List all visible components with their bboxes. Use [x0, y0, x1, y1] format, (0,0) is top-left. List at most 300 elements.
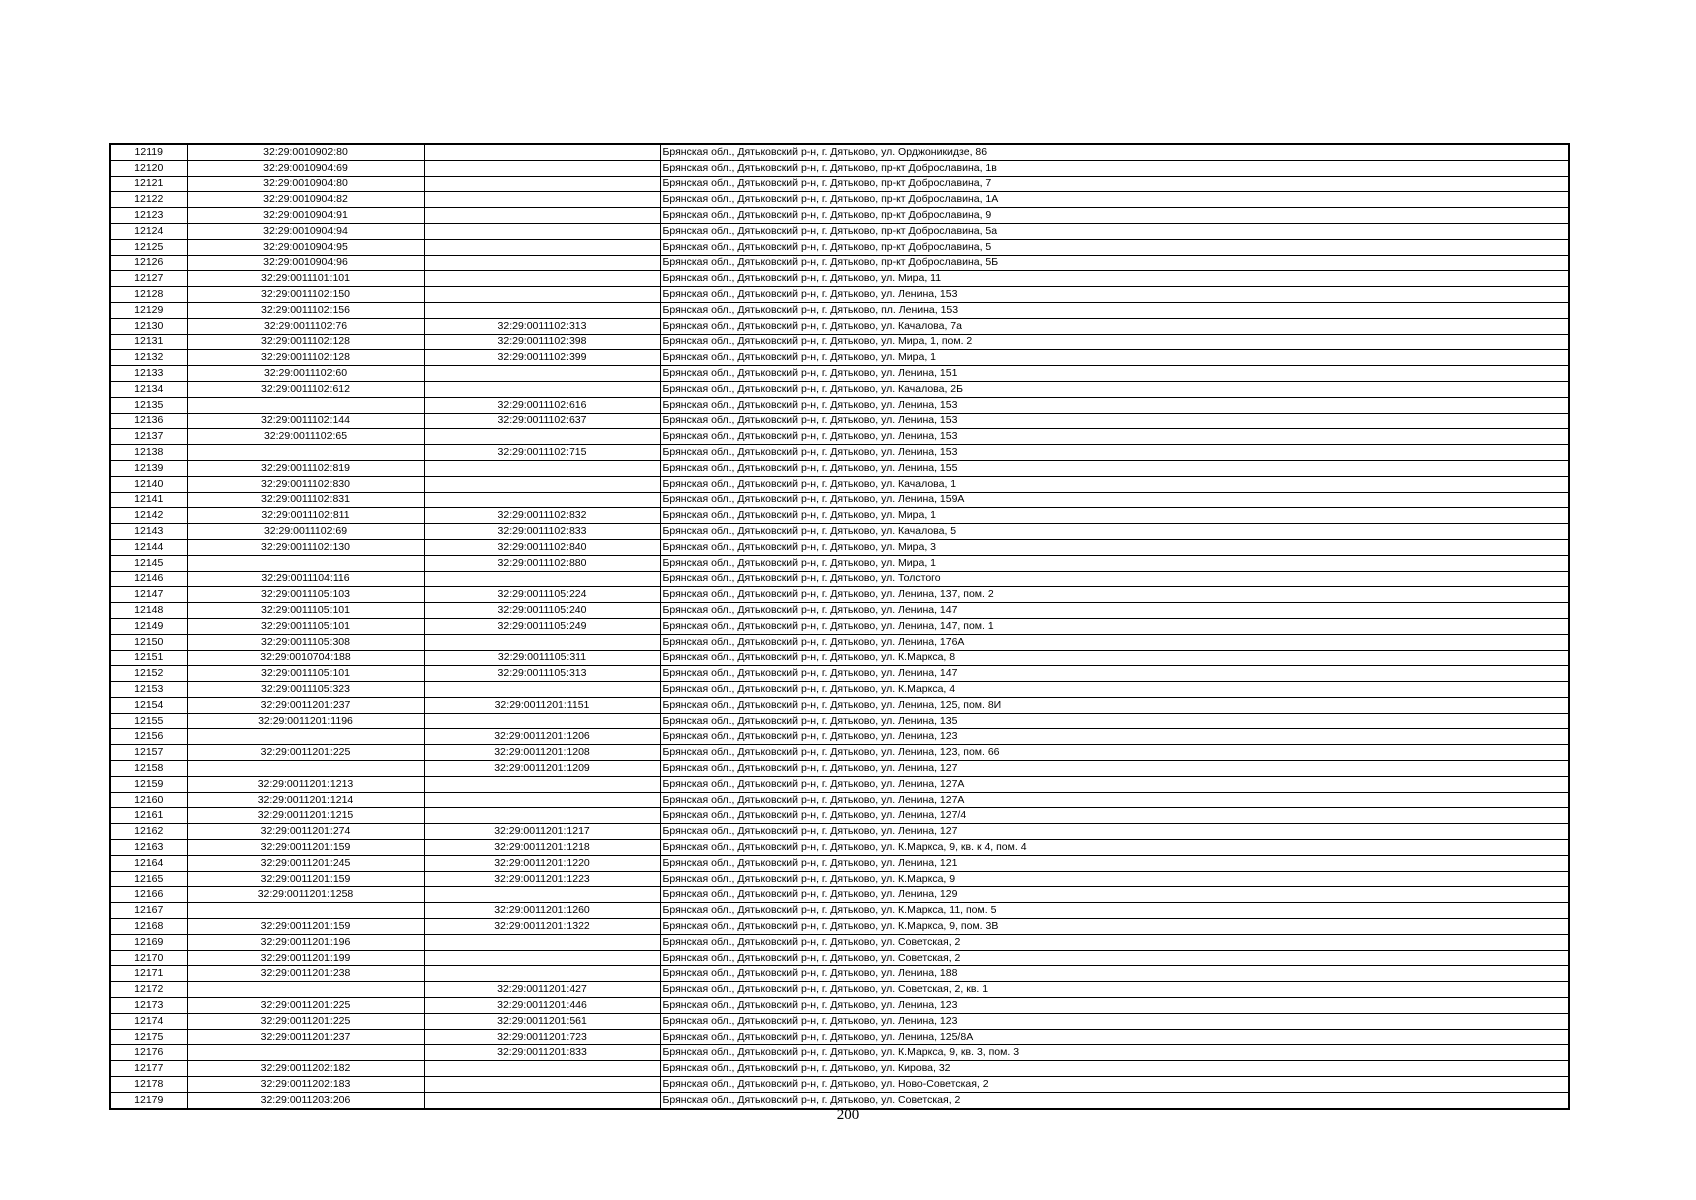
- object-cadastral-number-cell: 32:29:0011201:1206: [424, 729, 660, 745]
- object-cadastral-number-cell: [424, 792, 660, 808]
- table-row: [110, 1077, 1569, 1093]
- land-cadastral-number-cell: 32:29:0010704:188: [187, 650, 424, 666]
- address-cell: Брянская обл., Дятьковский р-н, г. Дятьково, пр-кт Доброславина, 5а: [660, 223, 1569, 239]
- object-cadastral-number-cell: [424, 271, 660, 287]
- row-number-cell: 12157: [110, 745, 187, 761]
- row-number-cell: 12149: [110, 618, 187, 634]
- object-cadastral-number-cell: 32:29:0011201:833: [424, 1045, 660, 1061]
- row-number-cell: 12160: [110, 792, 187, 808]
- address-cell: Брянская обл., Дятьковский р-н, г. Дятьково, пл. Ленина, 153: [660, 302, 1569, 318]
- row-number-cell: 12177: [110, 1061, 187, 1077]
- object-cadastral-number-cell: 32:29:0011105:249: [424, 618, 660, 634]
- table-row: [110, 492, 1569, 508]
- object-cadastral-number-cell: 32:29:0011201:1217: [424, 824, 660, 840]
- address-cell: Брянская обл., Дятьковский р-н, г. Дятьково, ул. Качалова, 1: [660, 476, 1569, 492]
- land-cadastral-number-cell: 32:29:0011201:238: [187, 966, 424, 982]
- object-cadastral-number-cell: 32:29:0011201:427: [424, 982, 660, 998]
- table-row: [110, 350, 1569, 366]
- table-row: [110, 413, 1569, 429]
- table-row: [110, 571, 1569, 587]
- land-cadastral-number-cell: [187, 397, 424, 413]
- table-row: [110, 587, 1569, 603]
- land-cadastral-number-cell: 32:29:0011102:65: [187, 429, 424, 445]
- row-number-cell: 12162: [110, 824, 187, 840]
- land-cadastral-number-cell: 32:29:0011105:101: [187, 618, 424, 634]
- object-cadastral-number-cell: [424, 239, 660, 255]
- land-cadastral-number-cell: 32:29:0011102:128: [187, 334, 424, 350]
- table-row: [110, 445, 1569, 461]
- table-row: [110, 871, 1569, 887]
- address-cell: Брянская обл., Дятьковский р-н, г. Дятьково, пр-кт Доброславина, 5: [660, 239, 1569, 255]
- address-cell: Брянская обл., Дятьковский р-н, г. Дятьково, ул. К.Маркса, 9, кв. 3, пом. 3: [660, 1045, 1569, 1061]
- row-number-cell: 12127: [110, 271, 187, 287]
- land-cadastral-number-cell: 32:29:0011102:811: [187, 508, 424, 524]
- object-cadastral-number-cell: 32:29:0011102:616: [424, 397, 660, 413]
- object-cadastral-number-cell: 32:29:0011201:1220: [424, 855, 660, 871]
- land-cadastral-number-cell: 32:29:0011201:225: [187, 1013, 424, 1029]
- address-cell: Брянская обл., Дятьковский р-н, г. Дятьково, ул. Мира, 11: [660, 271, 1569, 287]
- land-cadastral-number-cell: 32:29:0011201:196: [187, 934, 424, 950]
- object-cadastral-number-cell: 32:29:0011105:224: [424, 587, 660, 603]
- object-cadastral-number-cell: 32:29:0011201:1208: [424, 745, 660, 761]
- land-cadastral-number-cell: 32:29:0011201:1258: [187, 887, 424, 903]
- address-cell: Брянская обл., Дятьковский р-н, г. Дятьково, пр-кт Доброславина, 1в: [660, 160, 1569, 176]
- land-cadastral-number-cell: 32:29:0011101:101: [187, 271, 424, 287]
- land-cadastral-number-cell: 32:29:0011201:225: [187, 998, 424, 1014]
- table-row: [110, 998, 1569, 1014]
- table-row: [110, 1013, 1569, 1029]
- land-cadastral-number-cell: 32:29:0011102:76: [187, 318, 424, 334]
- row-number-cell: 12176: [110, 1045, 187, 1061]
- row-number-cell: 12159: [110, 776, 187, 792]
- object-cadastral-number-cell: [424, 192, 660, 208]
- address-cell: Брянская обл., Дятьковский р-н, г. Дятьково, ул. Ленина, 135: [660, 713, 1569, 729]
- table-row: [110, 287, 1569, 303]
- address-cell: Брянская обл., Дятьковский р-н, г. Дятьково, ул. Качалова, 7а: [660, 318, 1569, 334]
- object-cadastral-number-cell: [424, 381, 660, 397]
- table-row: [110, 761, 1569, 777]
- object-cadastral-number-cell: [424, 934, 660, 950]
- row-number-cell: 12142: [110, 508, 187, 524]
- object-cadastral-number-cell: [424, 302, 660, 318]
- row-number-cell: 12147: [110, 587, 187, 603]
- table-row: [110, 824, 1569, 840]
- land-cadastral-number-cell: 32:29:0011102:144: [187, 413, 424, 429]
- row-number-cell: 12167: [110, 903, 187, 919]
- table-row: [110, 776, 1569, 792]
- row-number-cell: 12161: [110, 808, 187, 824]
- land-cadastral-number-cell: 32:29:0011102:130: [187, 539, 424, 555]
- object-cadastral-number-cell: [424, 966, 660, 982]
- address-cell: Брянская обл., Дятьковский р-н, г. Дятьково, ул. Ленина, 147: [660, 666, 1569, 682]
- address-cell: Брянская обл., Дятьковский р-н, г. Дятьково, ул. К.Маркса, 9: [660, 871, 1569, 887]
- table-row: [110, 982, 1569, 998]
- table-row: [110, 524, 1569, 540]
- table-row: [110, 397, 1569, 413]
- row-number-cell: 12179: [110, 1092, 187, 1108]
- object-cadastral-number-cell: [424, 682, 660, 698]
- row-number-cell: 12134: [110, 381, 187, 397]
- row-number-cell: 12150: [110, 634, 187, 650]
- address-cell: Брянская обл., Дятьковский р-н, г. Дятьково, ул. К.Маркса, 9, пом. 3В: [660, 919, 1569, 935]
- table-row: [110, 318, 1569, 334]
- table-row: [110, 1045, 1569, 1061]
- address-cell: Брянская обл., Дятьковский р-н, г. Дятьково, ул. Ленина, 123: [660, 1013, 1569, 1029]
- object-cadastral-number-cell: 32:29:0011201:1218: [424, 840, 660, 856]
- object-cadastral-number-cell: [424, 713, 660, 729]
- address-cell: Брянская обл., Дятьковский р-н, г. Дятьково, ул. Ленина, 147: [660, 603, 1569, 619]
- address-cell: Брянская обл., Дятьковский р-н, г. Дятьково, ул. Ленина, 151: [660, 366, 1569, 382]
- object-cadastral-number-cell: 32:29:0011102:313: [424, 318, 660, 334]
- table-row: [110, 208, 1569, 224]
- table-row: [110, 792, 1569, 808]
- land-cadastral-number-cell: 32:29:0011201:159: [187, 919, 424, 935]
- land-cadastral-number-cell: 32:29:0011201:274: [187, 824, 424, 840]
- object-cadastral-number-cell: [424, 776, 660, 792]
- land-cadastral-number-cell: 32:29:0011201:199: [187, 950, 424, 966]
- table-row: [110, 255, 1569, 271]
- object-cadastral-number-cell: [424, 255, 660, 271]
- table-row: [110, 508, 1569, 524]
- address-cell: Брянская обл., Дятьковский р-н, г. Дятьково, ул. Ленина, 137, пом. 2: [660, 587, 1569, 603]
- object-cadastral-number-cell: [424, 460, 660, 476]
- address-cell: Брянская обл., Дятьковский р-н, г. Дятьково, ул. К.Маркса, 4: [660, 682, 1569, 698]
- page-number: 200: [836, 1107, 860, 1123]
- table-row: [110, 634, 1569, 650]
- land-cadastral-number-cell: 32:29:0011102:819: [187, 460, 424, 476]
- land-cadastral-number-cell: 32:29:0010904:80: [187, 176, 424, 192]
- object-cadastral-number-cell: 32:29:0011102:715: [424, 445, 660, 461]
- land-cadastral-number-cell: 32:29:0011105:323: [187, 682, 424, 698]
- address-cell: Брянская обл., Дятьковский р-н, г. Дятьково, ул. Ленина, 123, пом. 66: [660, 745, 1569, 761]
- land-cadastral-number-cell: [187, 761, 424, 777]
- row-number-cell: 12119: [110, 144, 187, 160]
- table-row: [110, 934, 1569, 950]
- row-number-cell: 12172: [110, 982, 187, 998]
- table-row: [110, 429, 1569, 445]
- land-cadastral-number-cell: [187, 729, 424, 745]
- table-row: [110, 460, 1569, 476]
- table-row: [110, 887, 1569, 903]
- table-row: [110, 239, 1569, 255]
- address-cell: Брянская обл., Дятьковский р-н, г. Дятьково, ул. Ленина, 153: [660, 413, 1569, 429]
- table-row: [110, 334, 1569, 350]
- land-cadastral-number-cell: 32:29:0011201:245: [187, 855, 424, 871]
- object-cadastral-number-cell: [424, 160, 660, 176]
- registry-table: [109, 143, 1570, 1110]
- table-row: [110, 745, 1569, 761]
- table-row: [110, 302, 1569, 318]
- land-cadastral-number-cell: 32:29:0011202:183: [187, 1077, 424, 1093]
- address-cell: Брянская обл., Дятьковский р-н, г. Дятьково, ул. Ленина, 129: [660, 887, 1569, 903]
- object-cadastral-number-cell: 32:29:0011105:313: [424, 666, 660, 682]
- address-cell: Брянская обл., Дятьковский р-н, г. Дятьково, пр-кт Доброславина, 7: [660, 176, 1569, 192]
- table-row: [110, 381, 1569, 397]
- address-cell: Брянская обл., Дятьковский р-н, г. Дятьково, ул. Мира, 3: [660, 539, 1569, 555]
- table-row: [110, 682, 1569, 698]
- land-cadastral-number-cell: 32:29:0011102:150: [187, 287, 424, 303]
- address-cell: Брянская обл., Дятьковский р-н, г. Дятьково, ул. Кирова, 32: [660, 1061, 1569, 1077]
- address-cell: Брянская обл., Дятьковский р-н, г. Дятьково, ул. Ленина, 121: [660, 855, 1569, 871]
- address-cell: Брянская обл., Дятьковский р-н, г. Дятьково, ул. Ленина, 125/8А: [660, 1029, 1569, 1045]
- land-cadastral-number-cell: 32:29:0011102:128: [187, 350, 424, 366]
- land-cadastral-number-cell: 32:29:0011105:101: [187, 666, 424, 682]
- land-cadastral-number-cell: 32:29:0011201:237: [187, 1029, 424, 1045]
- land-cadastral-number-cell: 32:29:0011102:830: [187, 476, 424, 492]
- row-number-cell: 12129: [110, 302, 187, 318]
- row-number-cell: 12132: [110, 350, 187, 366]
- object-cadastral-number-cell: 32:29:0011201:1223: [424, 871, 660, 887]
- object-cadastral-number-cell: 32:29:0011102:398: [424, 334, 660, 350]
- address-cell: Брянская обл., Дятьковский р-н, г. Дятьково, ул. Ленина, 159А: [660, 492, 1569, 508]
- land-cadastral-number-cell: 32:29:0010904:94: [187, 223, 424, 239]
- land-cadastral-number-cell: 32:29:0010904:82: [187, 192, 424, 208]
- land-cadastral-number-cell: 32:29:0011104:116: [187, 571, 424, 587]
- land-cadastral-number-cell: [187, 903, 424, 919]
- address-cell: Брянская обл., Дятьковский р-н, г. Дятьково, ул. Качалова, 2Б: [660, 381, 1569, 397]
- row-number-cell: 12148: [110, 603, 187, 619]
- address-cell: Брянская обл., Дятьковский р-н, г. Дятьково, ул. Ленина, 153: [660, 397, 1569, 413]
- land-cadastral-number-cell: 32:29:0011201:225: [187, 745, 424, 761]
- address-cell: Брянская обл., Дятьковский р-н, г. Дятьково, ул. Ленина, 127: [660, 761, 1569, 777]
- row-number-cell: 12139: [110, 460, 187, 476]
- row-number-cell: 12173: [110, 998, 187, 1014]
- land-cadastral-number-cell: 32:29:0011201:1215: [187, 808, 424, 824]
- address-cell: Брянская обл., Дятьковский р-н, г. Дятьково, ул. Советская, 2: [660, 950, 1569, 966]
- row-number-cell: 12178: [110, 1077, 187, 1093]
- land-cadastral-number-cell: 32:29:0011105:308: [187, 634, 424, 650]
- land-cadastral-number-cell: 32:29:0011201:159: [187, 871, 424, 887]
- table-row: [110, 603, 1569, 619]
- land-cadastral-number-cell: [187, 982, 424, 998]
- land-cadastral-number-cell: 32:29:0011105:101: [187, 603, 424, 619]
- object-cadastral-number-cell: [424, 287, 660, 303]
- object-cadastral-number-cell: [424, 1077, 660, 1093]
- object-cadastral-number-cell: [424, 223, 660, 239]
- address-cell: Брянская обл., Дятьковский р-н, г. Дятьково, ул. Ново-Советская, 2: [660, 1077, 1569, 1093]
- address-cell: Брянская обл., Дятьковский р-н, г. Дятьково, ул. К.Маркса, 8: [660, 650, 1569, 666]
- land-cadastral-number-cell: 32:29:0011201:237: [187, 697, 424, 713]
- land-cadastral-number-cell: 32:29:0010904:95: [187, 239, 424, 255]
- land-cadastral-number-cell: 32:29:0010904:96: [187, 255, 424, 271]
- row-number-cell: 12125: [110, 239, 187, 255]
- address-cell: Брянская обл., Дятьковский р-н, г. Дятьково, ул. Ленина, 147, пом. 1: [660, 618, 1569, 634]
- row-number-cell: 12130: [110, 318, 187, 334]
- object-cadastral-number-cell: [424, 366, 660, 382]
- address-cell: Брянская обл., Дятьковский р-н, г. Дятьково, ул. Качалова, 5: [660, 524, 1569, 540]
- row-number-cell: 12164: [110, 855, 187, 871]
- address-cell: Брянская обл., Дятьковский р-н, г. Дятьково, ул. Советская, 2: [660, 1092, 1569, 1108]
- table-row: [110, 271, 1569, 287]
- land-cadastral-number-cell: 32:29:0010902:80: [187, 144, 424, 160]
- row-number-cell: 12143: [110, 524, 187, 540]
- row-number-cell: 12170: [110, 950, 187, 966]
- object-cadastral-number-cell: [424, 808, 660, 824]
- land-cadastral-number-cell: 32:29:0011201:159: [187, 840, 424, 856]
- row-number-cell: 12137: [110, 429, 187, 445]
- row-number-cell: 12135: [110, 397, 187, 413]
- table-row: [110, 192, 1569, 208]
- land-cadastral-number-cell: 32:29:0011102:612: [187, 381, 424, 397]
- address-cell: Брянская обл., Дятьковский р-н, г. Дятьково, ул. Советская, 2: [660, 934, 1569, 950]
- address-cell: Брянская обл., Дятьковский р-н, г. Дятьково, ул. Ленина, 153: [660, 445, 1569, 461]
- land-cadastral-number-cell: [187, 445, 424, 461]
- address-cell: Брянская обл., Дятьковский р-н, г. Дятьково, ул. Мира, 1: [660, 555, 1569, 571]
- object-cadastral-number-cell: [424, 492, 660, 508]
- address-cell: Брянская обл., Дятьковский р-н, г. Дятьково, ул. Ленина, 127/4: [660, 808, 1569, 824]
- address-cell: Брянская обл., Дятьковский р-н, г. Дятьково, ул. Ленина, 155: [660, 460, 1569, 476]
- land-cadastral-number-cell: 32:29:0011202:182: [187, 1061, 424, 1077]
- table-row: [110, 950, 1569, 966]
- row-number-cell: 12175: [110, 1029, 187, 1045]
- object-cadastral-number-cell: 32:29:0011102:399: [424, 350, 660, 366]
- address-cell: Брянская обл., Дятьковский р-н, г. Дятьково, ул. Ленина, 153: [660, 429, 1569, 445]
- address-cell: Брянская обл., Дятьковский р-н, г. Дятьково, пр-кт Доброславина, 9: [660, 208, 1569, 224]
- address-cell: Брянская обл., Дятьковский р-н, г. Дятьково, ул. К.Маркса, 9, кв. к 4, пом. 4: [660, 840, 1569, 856]
- row-number-cell: 12169: [110, 934, 187, 950]
- row-number-cell: 12155: [110, 713, 187, 729]
- table-row: [110, 919, 1569, 935]
- object-cadastral-number-cell: [424, 887, 660, 903]
- land-cadastral-number-cell: 32:29:0011203:206: [187, 1092, 424, 1108]
- object-cadastral-number-cell: 32:29:0011201:1151: [424, 697, 660, 713]
- address-cell: Брянская обл., Дятьковский р-н, г. Дятьково, ул. Орджоникидзе, 86: [660, 144, 1569, 160]
- object-cadastral-number-cell: [424, 176, 660, 192]
- row-number-cell: 12165: [110, 871, 187, 887]
- registry-table-body: [110, 144, 1569, 1109]
- land-cadastral-number-cell: [187, 555, 424, 571]
- object-cadastral-number-cell: 32:29:0011102:840: [424, 539, 660, 555]
- address-cell: Брянская обл., Дятьковский р-н, г. Дятьково, ул. Ленина, 125, пом. 8И: [660, 697, 1569, 713]
- address-cell: Брянская обл., Дятьковский р-н, г. Дятьково, ул. Ленина, 127: [660, 824, 1569, 840]
- land-cadastral-number-cell: 32:29:0011102:831: [187, 492, 424, 508]
- row-number-cell: 12123: [110, 208, 187, 224]
- land-cadastral-number-cell: 32:29:0011102:156: [187, 302, 424, 318]
- row-number-cell: 12120: [110, 160, 187, 176]
- object-cadastral-number-cell: [424, 950, 660, 966]
- row-number-cell: 12144: [110, 539, 187, 555]
- object-cadastral-number-cell: 32:29:0011201:561: [424, 1013, 660, 1029]
- object-cadastral-number-cell: 32:29:0011105:240: [424, 603, 660, 619]
- address-cell: Брянская обл., Дятьковский р-н, г. Дятьково, ул. Мира, 1, пом. 2: [660, 334, 1569, 350]
- table-row: [110, 650, 1569, 666]
- table-row: [110, 144, 1569, 160]
- table-row: [110, 1061, 1569, 1077]
- land-cadastral-number-cell: 32:29:0011201:1214: [187, 792, 424, 808]
- object-cadastral-number-cell: 32:29:0011102:833: [424, 524, 660, 540]
- object-cadastral-number-cell: [424, 476, 660, 492]
- table-row: [110, 539, 1569, 555]
- row-number-cell: 12133: [110, 366, 187, 382]
- object-cadastral-number-cell: 32:29:0011201:1322: [424, 919, 660, 935]
- object-cadastral-number-cell: [424, 634, 660, 650]
- table-row: [110, 366, 1569, 382]
- table-row: [110, 808, 1569, 824]
- table-row: [110, 176, 1569, 192]
- address-cell: Брянская обл., Дятьковский р-н, г. Дятьково, ул. Мира, 1: [660, 350, 1569, 366]
- object-cadastral-number-cell: 32:29:0011201:723: [424, 1029, 660, 1045]
- land-cadastral-number-cell: 32:29:0011102:60: [187, 366, 424, 382]
- address-cell: Брянская обл., Дятьковский р-н, г. Дятьково, ул. Ленина, 127А: [660, 776, 1569, 792]
- land-cadastral-number-cell: 32:29:0011102:69: [187, 524, 424, 540]
- address-cell: Брянская обл., Дятьковский р-н, г. Дятьково, ул. Ленина, 188: [660, 966, 1569, 982]
- row-number-cell: 12166: [110, 887, 187, 903]
- address-cell: Брянская обл., Дятьковский р-н, г. Дятьково, ул. К.Маркса, 11, пом. 5: [660, 903, 1569, 919]
- table-row: [110, 840, 1569, 856]
- object-cadastral-number-cell: [424, 429, 660, 445]
- address-cell: Брянская обл., Дятьковский р-н, г. Дятьково, пр-кт Доброславина, 5Б: [660, 255, 1569, 271]
- land-cadastral-number-cell: 32:29:0010904:91: [187, 208, 424, 224]
- object-cadastral-number-cell: 32:29:0011201:1260: [424, 903, 660, 919]
- object-cadastral-number-cell: [424, 571, 660, 587]
- row-number-cell: 12151: [110, 650, 187, 666]
- row-number-cell: 12156: [110, 729, 187, 745]
- row-number-cell: 12131: [110, 334, 187, 350]
- table-row: [110, 476, 1569, 492]
- row-number-cell: 12122: [110, 192, 187, 208]
- row-number-cell: 12140: [110, 476, 187, 492]
- address-cell: Брянская обл., Дятьковский р-н, г. Дятьково, ул. Ленина, 123: [660, 729, 1569, 745]
- row-number-cell: 12146: [110, 571, 187, 587]
- object-cadastral-number-cell: [424, 144, 660, 160]
- table-row: [110, 966, 1569, 982]
- object-cadastral-number-cell: [424, 208, 660, 224]
- table-row: [110, 618, 1569, 634]
- table-row: [110, 1029, 1569, 1045]
- table-row: [110, 729, 1569, 745]
- land-cadastral-number-cell: [187, 1045, 424, 1061]
- address-cell: Брянская обл., Дятьковский р-н, г. Дятьково, ул. Советская, 2, кв. 1: [660, 982, 1569, 998]
- row-number-cell: 12145: [110, 555, 187, 571]
- row-number-cell: 12163: [110, 840, 187, 856]
- row-number-cell: 12174: [110, 1013, 187, 1029]
- row-number-cell: 12128: [110, 287, 187, 303]
- object-cadastral-number-cell: [424, 1061, 660, 1077]
- row-number-cell: 12153: [110, 682, 187, 698]
- object-cadastral-number-cell: 32:29:0011201:446: [424, 998, 660, 1014]
- row-number-cell: 12171: [110, 966, 187, 982]
- address-cell: Брянская обл., Дятьковский р-н, г. Дятьково, пр-кт Доброславина, 1А: [660, 192, 1569, 208]
- address-cell: Брянская обл., Дятьковский р-н, г. Дятьково, ул. Ленина, 153: [660, 287, 1569, 303]
- address-cell: Брянская обл., Дятьковский р-н, г. Дятьково, ул. Толстого: [660, 571, 1569, 587]
- address-cell: Брянская обл., Дятьковский р-н, г. Дятьково, ул. Ленина, 176А: [660, 634, 1569, 650]
- table-row: [110, 160, 1569, 176]
- object-cadastral-number-cell: 32:29:0011102:832: [424, 508, 660, 524]
- object-cadastral-number-cell: 32:29:0011105:311: [424, 650, 660, 666]
- land-cadastral-number-cell: 32:29:0011105:103: [187, 587, 424, 603]
- land-cadastral-number-cell: 32:29:0011201:1196: [187, 713, 424, 729]
- object-cadastral-number-cell: 32:29:0011102:880: [424, 555, 660, 571]
- address-cell: Брянская обл., Дятьковский р-н, г. Дятьково, ул. Ленина, 127А: [660, 792, 1569, 808]
- land-cadastral-number-cell: 32:29:0011201:1213: [187, 776, 424, 792]
- row-number-cell: 12121: [110, 176, 187, 192]
- object-cadastral-number-cell: 32:29:0011201:1209: [424, 761, 660, 777]
- table-row: [110, 903, 1569, 919]
- table-row: [110, 223, 1569, 239]
- table-row: [110, 555, 1569, 571]
- row-number-cell: 12152: [110, 666, 187, 682]
- table-row: [110, 697, 1569, 713]
- row-number-cell: 12124: [110, 223, 187, 239]
- row-number-cell: 12141: [110, 492, 187, 508]
- row-number-cell: 12158: [110, 761, 187, 777]
- row-number-cell: 12154: [110, 697, 187, 713]
- land-cadastral-number-cell: 32:29:0010904:69: [187, 160, 424, 176]
- table-row: [110, 855, 1569, 871]
- address-cell: Брянская обл., Дятьковский р-н, г. Дятьково, ул. Мира, 1: [660, 508, 1569, 524]
- table-row: [110, 666, 1569, 682]
- row-number-cell: 12136: [110, 413, 187, 429]
